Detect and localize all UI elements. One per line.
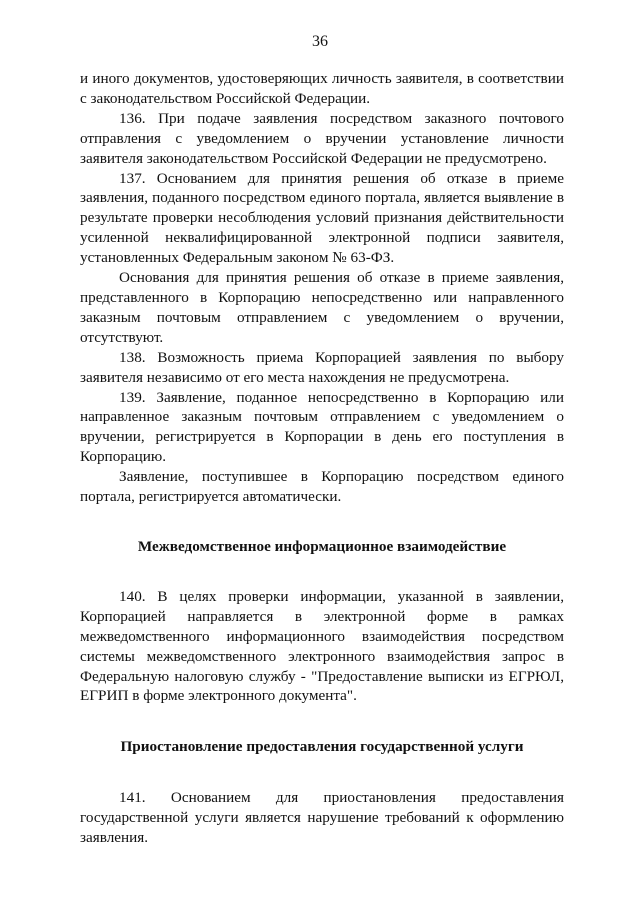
paragraph-139: 139. Заявление, поданное непосредственно в Корпорацию или направленное заказным почтовым отправлением с уведомлением о вручении, регистрируется в Корпорации в день его поступления в Корпорацию.: [80, 388, 564, 466]
paragraph-136: 136. При подаче заявления посредством заказного почтового отправления с уведомлением о вручении установление личности заявителя законодательством Российской Федерации не предусмотрено.: [80, 109, 564, 167]
paragraph-139-portal: Заявление, поступившее в Корпорацию посредством единого портала, регистрируется автоматически.: [80, 468, 564, 506]
paragraph-138: 138. Возможность приема Корпорацией заявления по выбору заявителя независимо от его места нахождения не предусмотрена.: [80, 348, 564, 386]
document-body: [80, 69, 564, 848]
paragraph-137: 137. Основанием для принятия решения об отказе в приеме заявления, поданного посредством единого портала, является выявление в результате проверки несоблюдения условий признания действительности усиленной неквалифицированной электронной подписи заявителя, установленных Федеральным законом № 63-ФЗ.: [80, 169, 564, 267]
page-number: 36: [312, 33, 328, 50]
paragraph-141: 141. Основанием для приостановления предоставления государственной услуги является нарушение требований к оформлению заявления.: [80, 789, 564, 847]
paragraph-continuation: и иного документов, удостоверяющих личность заявителя, в соответствии с законодательством Российской Федерации.: [80, 70, 564, 107]
paragraph-140: 140. В целях проверки информации, указанной в заявлении, Корпорацией направляется в электронной форме в рамках межведомственного информационного взаимодействия посредством системы межведомственного электронного взаимодействия запрос в Федеральную налоговую службу - "Предоставление выписки из ЕГРЮЛ, ЕГРИП в форме электронного документа".: [80, 587, 564, 705]
paragraph-137-grounds: Основания для принятия решения об отказе в приеме заявления, представленного в Корпорацию непосредственно или направленного заказным почтовым отправлением с уведомлением о вручении, отсутствуют.: [80, 269, 564, 346]
section-heading-suspension: Приостановление предоставления государственной услуги: [120, 738, 524, 756]
section-heading-interagency: Межведомственное информационное взаимодействие: [137, 537, 507, 555]
